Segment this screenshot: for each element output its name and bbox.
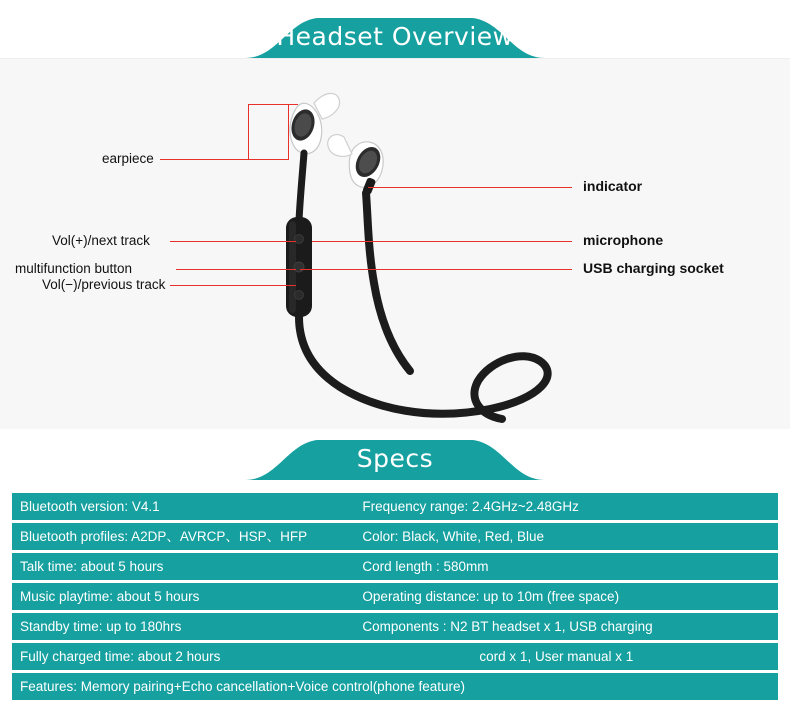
table-row xyxy=(12,643,778,670)
spec-cell-right: Components : N2 BT headset x 1, USB charging xyxy=(354,613,778,640)
leader-earpiece-bracket xyxy=(288,104,289,160)
specs-banner-title: Specs xyxy=(356,443,434,473)
table-row xyxy=(12,523,778,550)
table-row xyxy=(12,613,778,640)
overview-panel xyxy=(0,58,790,429)
leader-usb xyxy=(300,269,572,270)
leader-earpiece-top xyxy=(248,104,298,105)
leader-vol-down xyxy=(170,285,296,286)
callout-multifunction: multifunction button xyxy=(15,261,133,276)
callout-usb-socket: USB charging socket xyxy=(583,260,724,276)
leader-indicator xyxy=(368,187,572,188)
leader-earpiece-riser xyxy=(248,104,249,160)
callout-indicator: indicator xyxy=(583,178,643,194)
leader-vol-up xyxy=(170,241,296,242)
callout-vol-up: Vol(+)/next track xyxy=(52,233,150,248)
spec-cell-right: Color: Black, White, Red, Blue xyxy=(354,523,778,550)
callout-earpiece: earpiece xyxy=(102,151,154,166)
spec-cell-left: Fully charged time: about 2 hours xyxy=(12,643,354,670)
table-row xyxy=(12,553,778,580)
spec-cell-left: Standby time: up to 180hrs xyxy=(12,613,354,640)
spec-cell-left: Bluetooth profiles: A2DP、AVRCP、HSP、HFP xyxy=(12,523,354,550)
specs-table xyxy=(12,490,778,703)
spec-cell-right: Operating distance: up to 10m (free space) xyxy=(354,583,778,610)
table-row xyxy=(12,583,778,610)
leader-microphone xyxy=(312,241,572,242)
specs-banner xyxy=(245,438,545,480)
spec-cell-right: Frequency range: 2.4GHz~2.48GHz xyxy=(354,493,778,520)
headset-illustration xyxy=(240,69,600,429)
spec-cell-left: Talk time: about 5 hours xyxy=(12,553,354,580)
table-row xyxy=(12,493,778,520)
leader-multifunction xyxy=(176,269,296,270)
spec-cell-left: Music playtime: about 5 hours xyxy=(12,583,354,610)
spec-cell-right: cord x 1, User manual x 1 xyxy=(354,643,778,670)
spec-cell-left: Bluetooth version: V4.1 xyxy=(12,493,354,520)
table-row xyxy=(12,673,778,700)
spec-cell-features: Features: Memory pairing+Echo cancellation+Voice control(phone feature) xyxy=(12,673,778,700)
overview-banner-title: Headset Overview xyxy=(276,21,514,51)
spec-cell-right: Cord length : 580mm xyxy=(354,553,778,580)
callout-vol-down: Vol(−)/previous track xyxy=(42,277,166,292)
leader-earpiece-horizontal xyxy=(160,159,288,160)
callout-microphone: microphone xyxy=(583,232,664,248)
overview-banner xyxy=(245,16,545,58)
